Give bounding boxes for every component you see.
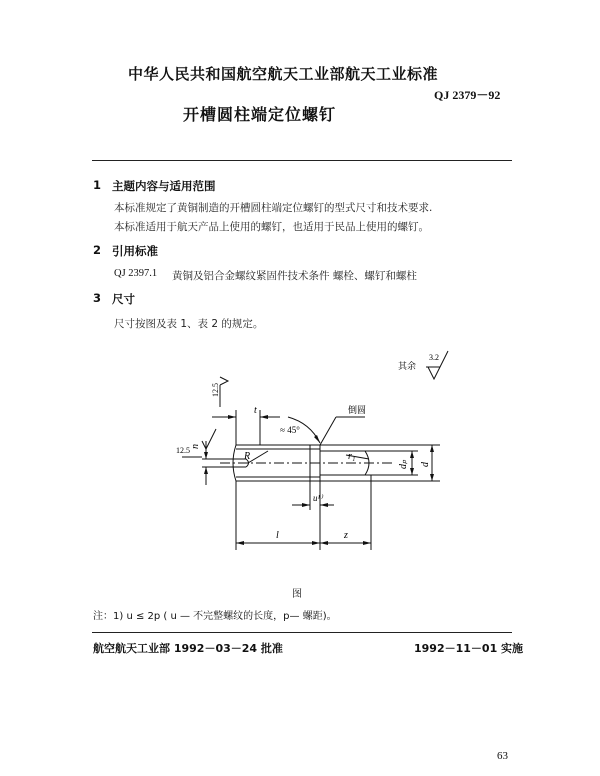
section-1-title: 主题内容与适用范围 xyxy=(112,179,216,193)
dim-n-label: n xyxy=(190,444,201,449)
arrow-u-right xyxy=(320,503,328,507)
reference-title: 黄铜及铝合金螺纹紧固件技术条件 螺栓、螺钉和螺柱 xyxy=(172,270,417,282)
arrow-t-right xyxy=(260,415,268,419)
section-2-title: 引用标准 xyxy=(112,244,158,258)
radius-leader xyxy=(248,451,268,463)
dim-R-label: R xyxy=(244,451,251,462)
section-1-paragraph-1: 本标准规定了黄铜制造的开槽圆柱端定位螺钉的型式尺寸和技术要求. xyxy=(114,202,433,214)
section-3-paragraph: 尺寸按图及表 1、表 2 的规定。 xyxy=(114,318,264,330)
approval-line: 航空航天工业部 1992－03－24 批准 xyxy=(93,642,283,655)
arrow-z-left xyxy=(320,541,328,545)
arrow-u-left xyxy=(302,503,310,507)
document-title: 开槽圆柱端定位螺钉 xyxy=(183,105,337,124)
surface-note-label: 其余 xyxy=(398,361,417,371)
arrow-n-top xyxy=(204,452,208,459)
dim-l-label: l xyxy=(276,530,279,541)
roughness-mark-top xyxy=(220,377,228,385)
section-1-paragraph-2: 本标准适用于航天产品上使用的螺钉，也适用于民品上使用的螺钉。 xyxy=(114,221,429,233)
chamfer-leader xyxy=(320,417,336,445)
dog-point xyxy=(320,451,369,475)
arrow-d-bottom xyxy=(430,474,434,481)
footer-divider xyxy=(92,632,512,633)
arrow-l-left xyxy=(236,541,244,545)
section-2-number: 2 xyxy=(93,243,102,257)
angle-label: ≈ 45° xyxy=(280,425,300,435)
page-number: 63 xyxy=(497,750,508,762)
dim-r1-label: r₁ xyxy=(348,451,356,462)
chamfer-label: 倒圆 xyxy=(348,405,367,415)
arrow-dp-top xyxy=(410,451,414,458)
figure-caption: 图 xyxy=(292,589,302,600)
arrow-t-left xyxy=(228,415,236,419)
arrow-d-top xyxy=(430,445,434,452)
dim-d-label: d xyxy=(420,462,431,467)
reference-code: QJ 2397.1 xyxy=(114,268,158,279)
dim-t-label: t xyxy=(254,405,257,416)
ministry-title: 中华人民共和国航空航天工业部航天工业标准 xyxy=(128,65,439,83)
section-1-number: 1 xyxy=(93,178,102,192)
implementation-date: 1992－11－01 实施 xyxy=(414,642,524,655)
section-3-number: 3 xyxy=(93,291,102,305)
arrow-l-right xyxy=(312,541,320,545)
dim-z-label: z xyxy=(344,530,348,541)
roughness-value-main: 3.2 xyxy=(429,353,439,362)
arrow-angle xyxy=(314,435,320,443)
arrow-z-right xyxy=(363,541,371,545)
standard-code: QJ 2379－92 xyxy=(434,88,501,102)
roughness-mark-left xyxy=(202,429,216,449)
arrow-dp-bottom xyxy=(410,468,414,475)
roughness-value-left: 12.5 xyxy=(176,446,190,455)
arrow-n-bottom xyxy=(204,467,208,474)
dim-u-label: u¹⁾ xyxy=(313,493,323,503)
section-3-title: 尺寸 xyxy=(112,292,135,306)
footnote: 注：1) u ≤ 2p ( u — 不完整螺纹的长度，p— 螺距)。 xyxy=(93,611,337,622)
roughness-value-top: 12.5 xyxy=(211,383,220,397)
dim-dp-label: dₚ xyxy=(398,459,409,469)
screw-drawing xyxy=(150,345,450,580)
header-divider xyxy=(92,160,512,161)
